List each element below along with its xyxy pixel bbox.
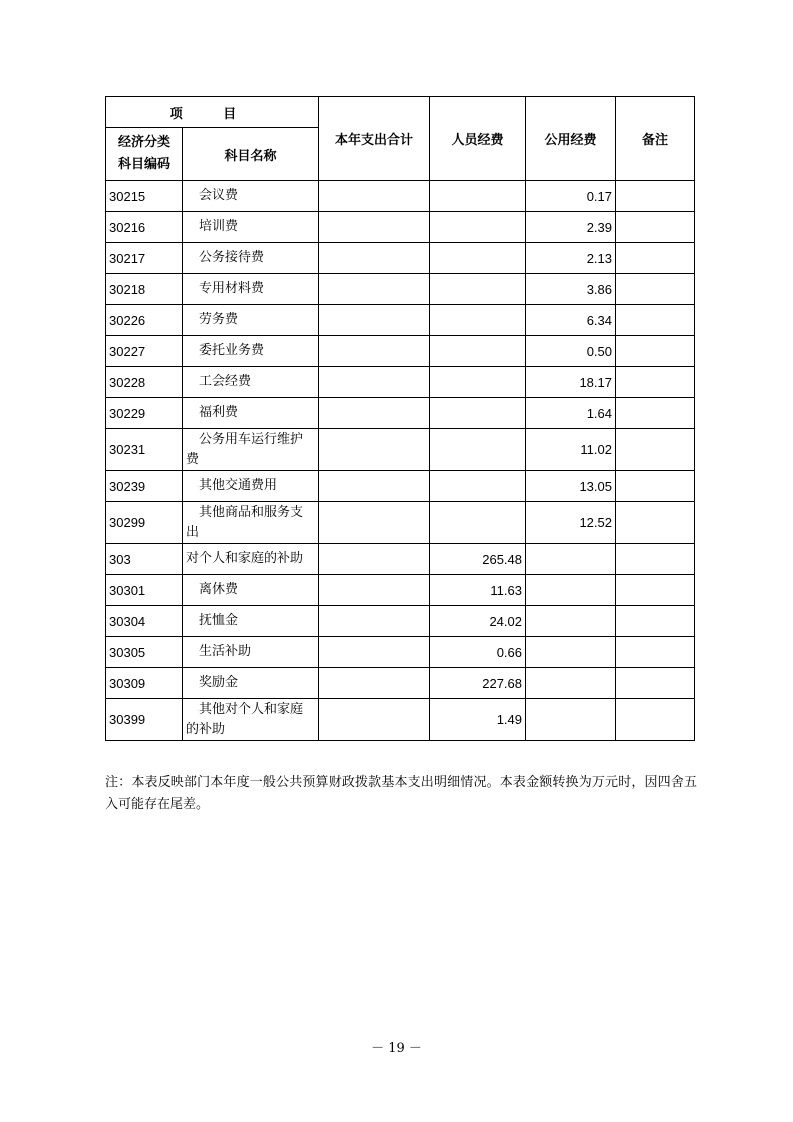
row-name-text: 劳务费 [199, 312, 239, 327]
row-remark [616, 544, 695, 575]
row-personnel [430, 181, 526, 212]
row-personnel [430, 212, 526, 243]
table-row [106, 544, 695, 575]
row-name [183, 212, 319, 243]
row-public [526, 637, 616, 668]
row-name [183, 274, 319, 305]
table-row [106, 274, 695, 305]
row-remark [616, 274, 695, 305]
row-total [319, 544, 430, 575]
row-name [183, 637, 319, 668]
row-name-text: 离休费 [199, 582, 239, 597]
row-name [183, 243, 319, 274]
row-name [183, 668, 319, 699]
row-name [183, 575, 319, 606]
header-code-line1: 经济分类 [117, 135, 170, 150]
row-personnel [430, 398, 526, 429]
row-personnel: 265.48 [430, 544, 526, 575]
header-total: 本年支出合计 [319, 97, 430, 181]
row-code: 30226 [106, 305, 183, 336]
row-remark [616, 336, 695, 367]
header-subject-name: 科目名称 [183, 128, 319, 181]
row-personnel [430, 305, 526, 336]
row-remark [616, 699, 695, 741]
row-personnel: 1.49 [430, 699, 526, 741]
row-total [319, 305, 430, 336]
row-name-text: 对个人和家庭的补助 [186, 551, 304, 566]
row-name [183, 336, 319, 367]
row-personnel [430, 336, 526, 367]
row-name [183, 181, 319, 212]
table-row [106, 637, 695, 668]
row-name [183, 699, 319, 741]
row-total [319, 637, 430, 668]
row-name-text: 其他商品和服务支出 [186, 504, 304, 540]
header-code-line2: 科目编码 [117, 157, 170, 172]
row-remark [616, 181, 695, 212]
row-personnel: 24.02 [430, 606, 526, 637]
row-public: 12.52 [526, 502, 616, 544]
row-total [319, 502, 430, 544]
row-total [319, 668, 430, 699]
row-total [319, 606, 430, 637]
table-row [106, 181, 695, 212]
table-header [106, 97, 695, 181]
table-row [106, 305, 695, 336]
header-remark: 备注 [616, 97, 695, 181]
row-code: 30216 [106, 212, 183, 243]
row-name-text: 奖励金 [199, 675, 239, 690]
table-row [106, 471, 695, 502]
row-code: 30239 [106, 471, 183, 502]
row-code: 30399 [106, 699, 183, 741]
row-code: 303 [106, 544, 183, 575]
table-body [106, 181, 695, 741]
row-name [183, 305, 319, 336]
row-remark [616, 367, 695, 398]
row-public: 0.17 [526, 181, 616, 212]
row-code: 30301 [106, 575, 183, 606]
row-total [319, 471, 430, 502]
row-public: 2.13 [526, 243, 616, 274]
row-public [526, 606, 616, 637]
row-name [183, 429, 319, 471]
row-name-text: 会议费 [199, 188, 239, 203]
row-remark [616, 305, 695, 336]
header-public: 公用经费 [526, 97, 616, 181]
row-name-text: 公务接待费 [199, 250, 265, 265]
row-name [183, 502, 319, 544]
row-remark [616, 429, 695, 471]
page-number: － 19 － [371, 1041, 422, 1056]
row-public: 6.34 [526, 305, 616, 336]
row-public: 3.86 [526, 274, 616, 305]
row-total [319, 429, 430, 471]
row-personnel: 11.63 [430, 575, 526, 606]
header-item: 项 目 [106, 97, 319, 128]
table-row [106, 699, 695, 741]
row-public [526, 575, 616, 606]
row-name-text: 抚恤金 [199, 613, 239, 628]
row-public [526, 668, 616, 699]
row-public: 11.02 [526, 429, 616, 471]
row-code: 30227 [106, 336, 183, 367]
row-name-text: 其他交通费用 [199, 478, 278, 493]
row-name-text: 专用材料费 [199, 281, 265, 296]
table-row [106, 429, 695, 471]
row-public: 2.39 [526, 212, 616, 243]
row-name-text: 培训费 [199, 219, 239, 234]
row-name [183, 606, 319, 637]
row-personnel [430, 471, 526, 502]
table-row [106, 398, 695, 429]
row-code: 30218 [106, 274, 183, 305]
row-code: 30215 [106, 181, 183, 212]
row-remark [616, 637, 695, 668]
row-remark [616, 502, 695, 544]
row-name-text: 委托业务费 [199, 343, 265, 358]
row-total [319, 274, 430, 305]
row-total [319, 181, 430, 212]
row-total [319, 398, 430, 429]
header-personnel: 人员经费 [430, 97, 526, 181]
row-personnel [430, 243, 526, 274]
row-personnel: 0.66 [430, 637, 526, 668]
table-row [106, 243, 695, 274]
row-personnel: 227.68 [430, 668, 526, 699]
row-name-text: 其他对个人和家庭的补助 [186, 701, 304, 737]
row-public: 13.05 [526, 471, 616, 502]
row-remark [616, 471, 695, 502]
row-total [319, 367, 430, 398]
table-row [106, 575, 695, 606]
row-name-text: 生活补助 [199, 644, 252, 659]
table-row [106, 212, 695, 243]
row-code: 30228 [106, 367, 183, 398]
row-remark [616, 575, 695, 606]
row-remark [616, 243, 695, 274]
table-note: 注：本表反映部门本年度一般公共预算财政拨款基本支出明细情况。本表金额转换为万元时，因四舍五入可能存在尾差。 [105, 775, 697, 812]
row-remark [616, 212, 695, 243]
row-name [183, 471, 319, 502]
row-public: 0.50 [526, 336, 616, 367]
row-code: 30309 [106, 668, 183, 699]
row-total [319, 699, 430, 741]
row-name-text: 公务用车运行维护费 [186, 431, 304, 467]
row-name [183, 544, 319, 575]
row-total [319, 212, 430, 243]
header-code [106, 128, 183, 181]
table-row [106, 606, 695, 637]
row-code: 30299 [106, 502, 183, 544]
row-public [526, 699, 616, 741]
row-code: 30304 [106, 606, 183, 637]
row-public: 18.17 [526, 367, 616, 398]
row-remark [616, 668, 695, 699]
row-personnel [430, 502, 526, 544]
row-remark [616, 606, 695, 637]
row-name-text: 福利费 [199, 405, 239, 420]
table-row [106, 336, 695, 367]
row-code: 30217 [106, 243, 183, 274]
row-public: 1.64 [526, 398, 616, 429]
row-name [183, 398, 319, 429]
row-remark [616, 398, 695, 429]
row-public [526, 544, 616, 575]
row-code: 30229 [106, 398, 183, 429]
row-total [319, 243, 430, 274]
row-name-text: 工会经费 [199, 374, 252, 389]
table-row [106, 668, 695, 699]
row-code: 30231 [106, 429, 183, 471]
row-total [319, 575, 430, 606]
row-personnel [430, 367, 526, 398]
row-name [183, 367, 319, 398]
table-row [106, 502, 695, 544]
row-personnel [430, 429, 526, 471]
row-total [319, 336, 430, 367]
row-code: 30305 [106, 637, 183, 668]
row-personnel [430, 274, 526, 305]
table-row [106, 367, 695, 398]
budget-detail-table [105, 96, 695, 741]
